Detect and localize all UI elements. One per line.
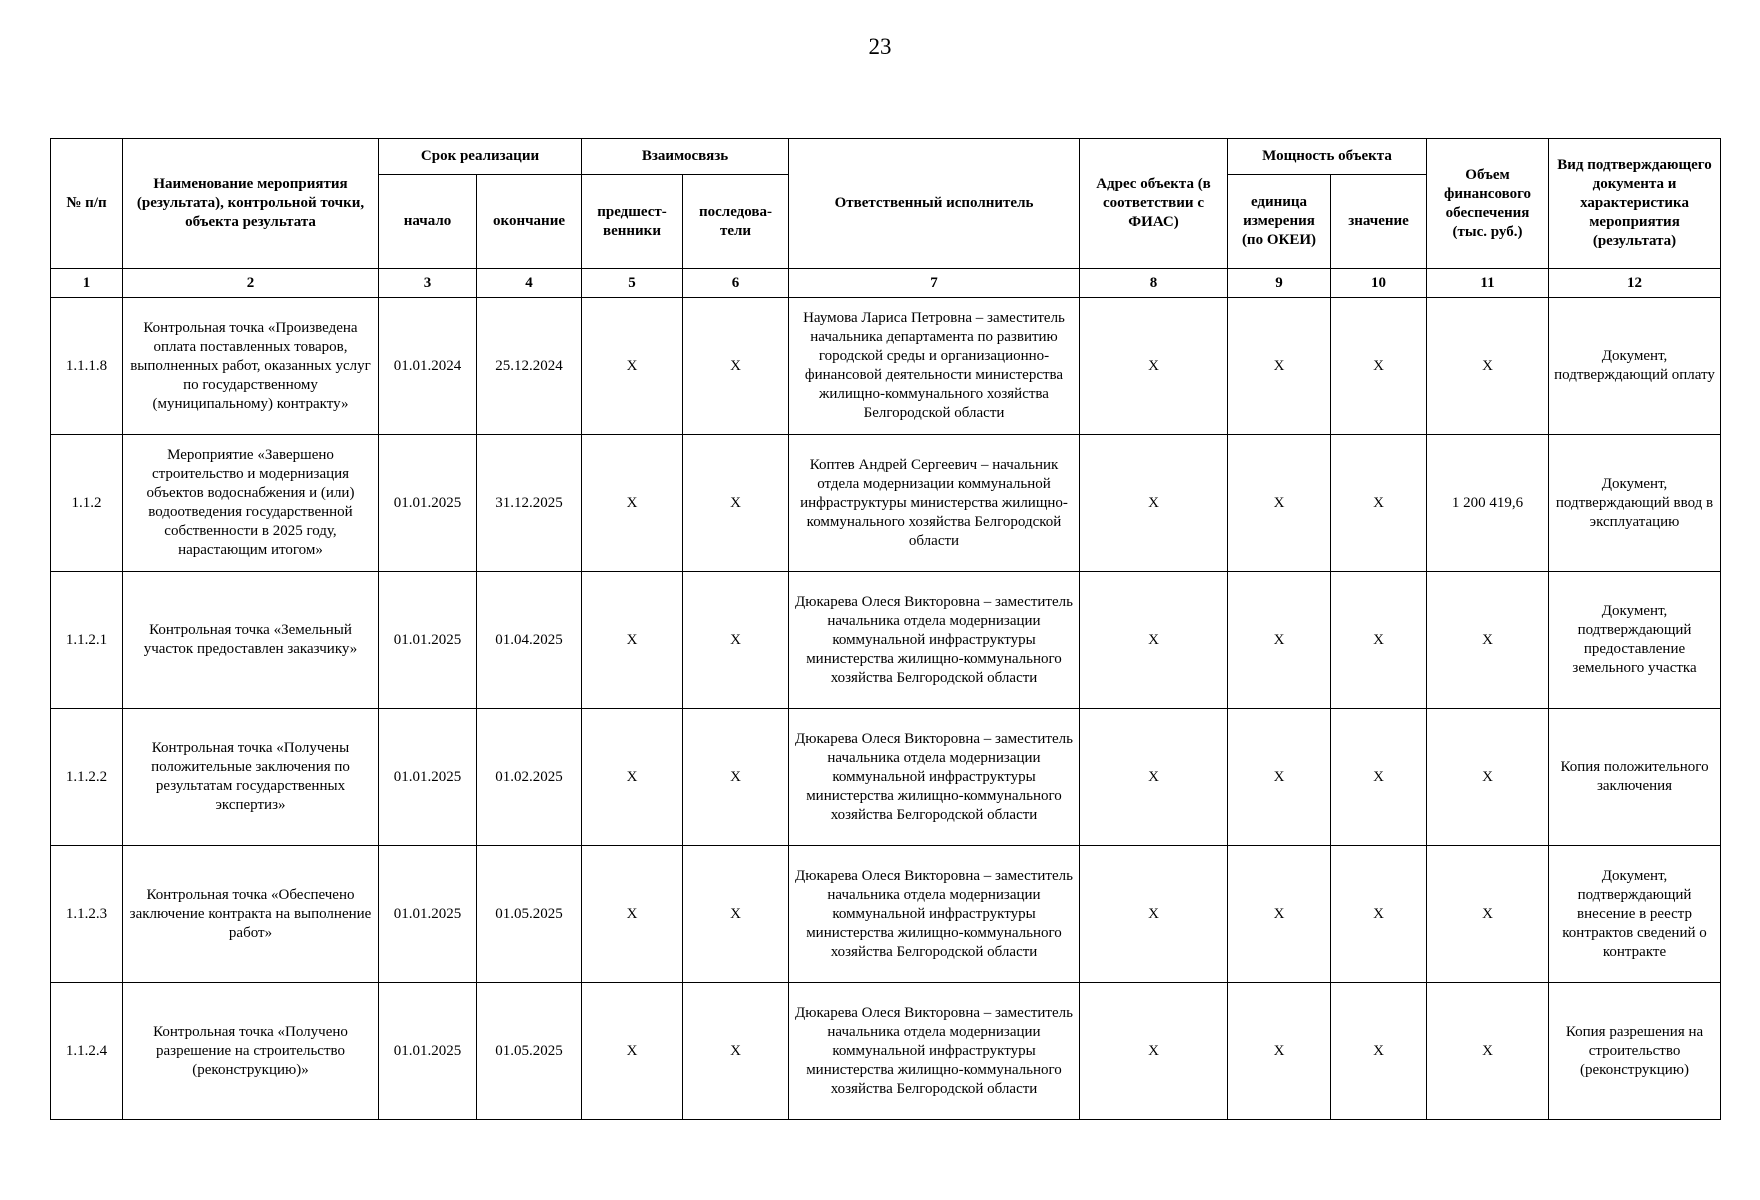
cell-value: X	[1331, 435, 1427, 572]
cell-doc: Копия положительного заключения	[1549, 709, 1721, 846]
cell-exec: Дюкарева Олеся Викторовна – заместитель начальника отдела модернизации коммунальной инфраструктуры министерства жилищно-коммунального хозяйства Белгородской области	[789, 572, 1080, 709]
cell-succ: X	[683, 846, 789, 983]
activities-table	[50, 138, 1721, 1120]
cell-start: 01.01.2025	[379, 846, 477, 983]
column-number: 12	[1549, 269, 1721, 298]
cell-address: X	[1080, 983, 1228, 1120]
cell-start: 01.01.2025	[379, 572, 477, 709]
cell-pred: X	[582, 298, 683, 435]
column-number: 1	[51, 269, 123, 298]
cell-end: 01.05.2025	[477, 846, 582, 983]
cell-finance: 1 200 419,6	[1427, 435, 1549, 572]
table-body	[51, 298, 1721, 1120]
cell-name: Контрольная точка «Получено разрешение на строительство (реконструкцию)»	[123, 983, 379, 1120]
cell-doc: Копия разрешения на строительство (реконструкцию)	[1549, 983, 1721, 1120]
table-row	[51, 298, 1721, 435]
cell-no: 1.1.2.3	[51, 846, 123, 983]
cell-name: Контрольная точка «Получены положительные заключения по результатам государственных экспертиз»	[123, 709, 379, 846]
cell-exec: Дюкарева Олеся Викторовна – заместитель начальника отдела модернизации коммунальной инфраструктуры министерства жилищно-коммунального хозяйства Белгородской области	[789, 846, 1080, 983]
cell-pred: X	[582, 983, 683, 1120]
table-row	[51, 983, 1721, 1120]
cell-name: Мероприятие «Завершено строительство и модернизация объектов водоснабжения и (или) водоотведения государственной собственности в 2025 году, нарастающим итогом»	[123, 435, 379, 572]
cell-start: 01.01.2024	[379, 298, 477, 435]
cell-doc: Документ, подтверждающий ввод в эксплуатацию	[1549, 435, 1721, 572]
table-header	[51, 139, 1721, 298]
cell-pred: X	[582, 709, 683, 846]
cell-succ: X	[683, 572, 789, 709]
header-succ: последова-тели	[683, 175, 789, 269]
header-exec: Ответственный исполнитель	[789, 139, 1080, 269]
cell-finance: X	[1427, 572, 1549, 709]
cell-name: Контрольная точка «Обеспечено заключение контракта на выполнение работ»	[123, 846, 379, 983]
page-number: 23	[868, 34, 892, 59]
cell-address: X	[1080, 846, 1228, 983]
column-number: 3	[379, 269, 477, 298]
cell-address: X	[1080, 572, 1228, 709]
header-finance: Объем финансового обеспечения (тыс. руб.)	[1427, 139, 1549, 269]
header-address: Адрес объекта (в соответствии с ФИАС)	[1080, 139, 1228, 269]
cell-succ: X	[683, 983, 789, 1120]
cell-start: 01.01.2025	[379, 435, 477, 572]
cell-value: X	[1331, 298, 1427, 435]
cell-finance: X	[1427, 298, 1549, 435]
header-capacity: Мощность объекта	[1228, 139, 1427, 175]
column-number: 11	[1427, 269, 1549, 298]
cell-end: 01.04.2025	[477, 572, 582, 709]
cell-end: 31.12.2025	[477, 435, 582, 572]
cell-unit: X	[1228, 983, 1331, 1120]
cell-no: 1.1.1.8	[51, 298, 123, 435]
header-unit: единица измерения (по ОКЕИ)	[1228, 175, 1331, 269]
cell-exec: Коптев Андрей Сергеевич – начальник отдела модернизации коммунальной инфраструктуры министерства жилищно-коммунального хозяйства Белгородской области	[789, 435, 1080, 572]
header-end: окончание	[477, 175, 582, 269]
cell-unit: X	[1228, 572, 1331, 709]
header-pred: предшест-венники	[582, 175, 683, 269]
cell-pred: X	[582, 572, 683, 709]
cell-no: 1.1.2.4	[51, 983, 123, 1120]
cell-unit: X	[1228, 435, 1331, 572]
cell-unit: X	[1228, 298, 1331, 435]
cell-address: X	[1080, 709, 1228, 846]
cell-finance: X	[1427, 846, 1549, 983]
cell-doc: Документ, подтверждающий оплату	[1549, 298, 1721, 435]
column-number: 2	[123, 269, 379, 298]
cell-succ: X	[683, 298, 789, 435]
cell-pred: X	[582, 846, 683, 983]
cell-unit: X	[1228, 846, 1331, 983]
cell-name: Контрольная точка «Земельный участок предоставлен заказчику»	[123, 572, 379, 709]
column-number: 6	[683, 269, 789, 298]
column-number-row	[51, 269, 1721, 298]
cell-exec: Дюкарева Олеся Викторовна – заместитель начальника отдела модернизации коммунальной инфраструктуры министерства жилищно-коммунального хозяйства Белгородской области	[789, 709, 1080, 846]
column-number: 5	[582, 269, 683, 298]
cell-succ: X	[683, 709, 789, 846]
cell-end: 01.05.2025	[477, 983, 582, 1120]
cell-unit: X	[1228, 709, 1331, 846]
header-name: Наименование мероприятия (результата), контрольной точки, объекта результата	[123, 139, 379, 269]
cell-start: 01.01.2025	[379, 709, 477, 846]
cell-no: 1.1.2.2	[51, 709, 123, 846]
cell-end: 25.12.2024	[477, 298, 582, 435]
table-row	[51, 572, 1721, 709]
cell-start: 01.01.2025	[379, 983, 477, 1120]
cell-end: 01.02.2025	[477, 709, 582, 846]
cell-pred: X	[582, 435, 683, 572]
header-no: № п/п	[51, 139, 123, 269]
header-value: значение	[1331, 175, 1427, 269]
cell-finance: X	[1427, 983, 1549, 1120]
column-number: 7	[789, 269, 1080, 298]
header-link: Взаимосвязь	[582, 139, 789, 175]
column-number: 4	[477, 269, 582, 298]
cell-succ: X	[683, 435, 789, 572]
table-row	[51, 435, 1721, 572]
cell-doc: Документ, подтверждающий внесение в реестр контрактов сведений о контракте	[1549, 846, 1721, 983]
cell-no: 1.1.2.1	[51, 572, 123, 709]
cell-value: X	[1331, 709, 1427, 846]
cell-doc: Документ, подтверждающий предоставление земельного участка	[1549, 572, 1721, 709]
cell-address: X	[1080, 298, 1228, 435]
column-number: 9	[1228, 269, 1331, 298]
header-term: Срок реализации	[379, 139, 582, 175]
table-row	[51, 709, 1721, 846]
header-doc: Вид подтверждающего документа и характеристика мероприятия (результата)	[1549, 139, 1721, 269]
column-number: 8	[1080, 269, 1228, 298]
cell-name: Контрольная точка «Произведена оплата поставленных товаров, выполненных работ, оказанных услуг по государственному (муниципальному) контракту»	[123, 298, 379, 435]
cell-value: X	[1331, 983, 1427, 1120]
cell-exec: Наумова Лариса Петровна – заместитель начальника департамента по развитию городской среды и организационно-финансовой деятельности министерства жилищно-коммунального хозяйства Белгородской области	[789, 298, 1080, 435]
table-row	[51, 846, 1721, 983]
cell-no: 1.1.2	[51, 435, 123, 572]
cell-address: X	[1080, 435, 1228, 572]
cell-exec: Дюкарева Олеся Викторовна – заместитель начальника отдела модернизации коммунальной инфраструктуры министерства жилищно-коммунального хозяйства Белгородской области	[789, 983, 1080, 1120]
cell-value: X	[1331, 846, 1427, 983]
header-start: начало	[379, 175, 477, 269]
cell-value: X	[1331, 572, 1427, 709]
cell-finance: X	[1427, 709, 1549, 846]
column-number: 10	[1331, 269, 1427, 298]
